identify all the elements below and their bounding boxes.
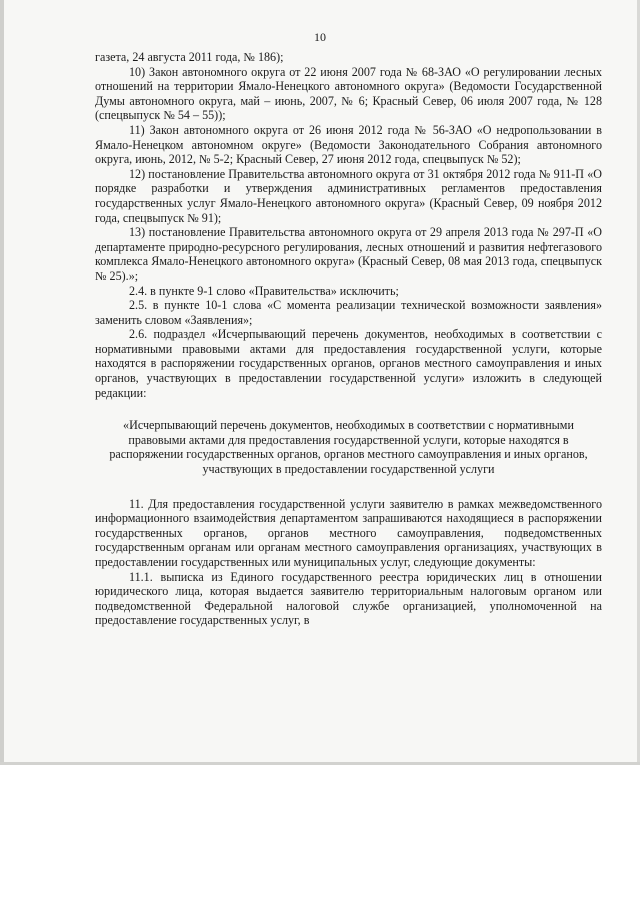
paragraph-item-10: 10) Закон автономного округа от 22 июня 2007 года № 68-ЗАО «О регулировании лесных отношений на территории Ямало-Ненецкого автономного округа» (Ведомости Государственной Думы автономного округа, май – июнь, 2007, № 6; Красный Север, 06 июля 2007 года, № 128 (спецвыпуск № 54 – 55)); — [95, 64, 602, 123]
paragraph-11: 11. Для предоставления государственной услуги заявителю в рамках межведомственного информационного взаимодействия департаментом запрашиваются находящиеся в распоряжении государственных органов, органов местного самоуправления, подведомственных государственным органам или органам местного самоуправления организациях, участвующих в предоставлении государственных или муниципальных услуг, следующие документы: — [95, 496, 602, 569]
page-edge-bottom — [0, 762, 640, 765]
paragraph-2-5: 2.5. в пункте 10-1 слова «С момента реализации технической возможности заявления» заменить словом «Заявления»; — [95, 298, 602, 327]
paragraph-continuation: газета, 24 августа 2011 года, № 186); — [95, 50, 284, 64]
paragraph-item-11: 11) Закон автономного округа от 26 июня 2012 года № 56-ЗАО «О недропользовании в Ямало-Ненецком автономном округе» (Ведомости Законодательного Собрания автономного округа, июнь, 2012, № 5-2; Красный Север, 27 июня 2012 года, спецвыпуск № 52); — [95, 122, 602, 167]
page-edge-left — [0, 0, 4, 765]
paragraph-2-6: 2.6. подраздел «Исчерпывающий перечень документов, необходимых в соответствии с нормативными правовыми актами для предоставления государственной услуги, которые находятся в распоряжении государственных органов, органов местного самоуправления и иных органов, участвующих в предоставлении государственной услуги» изложить в следующей редакции: — [95, 327, 602, 400]
paragraph-item-12: 12) постановление Правительства автономного округа от 31 октября 2012 года № 911-П «О порядке разработки и утверждения административных регламентов предоставления государственных услуг Ямало-Ненецкого автономного округа» (Красный Север, 09 ноября 2012 года, спецвыпуск № 91); — [95, 166, 602, 225]
document-body — [95, 50, 602, 628]
section-heading-quote: «Исчерпывающий перечень документов, необходимых в соответствии с нормативными правовыми актами для предоставления государственной услуги, которые находятся в распоряжении государственных органов, органов местного самоуправления и иных органов, участвующих в предоставлении государственной услуги — [109, 418, 588, 477]
paragraph-11-1: 11.1. выписка из Единого государственного реестра юридических лиц в отношении юридического лица, которая выдается заявителю территориальным налоговым органом или подведомственной Федеральной налоговой службе организацией, уполномоченной на предоставление государственных услуг, в — [95, 569, 602, 628]
paragraph-item-13: 13) постановление Правительства автономного округа от 29 апреля 2013 года № 297-П «О департаменте природно-ресурсного регулирования, лесных отношений и развития нефтегазового комплекса Ямало-Ненецкого автономного округа» (Красный Север, 08 мая 2013 года, спецвыпуск № 25).»; — [95, 225, 602, 283]
paragraph-2-4: 2.4. в пункте 9-1 слово «Правительства» исключить; — [129, 283, 399, 298]
page-number: 10 — [314, 30, 326, 44]
